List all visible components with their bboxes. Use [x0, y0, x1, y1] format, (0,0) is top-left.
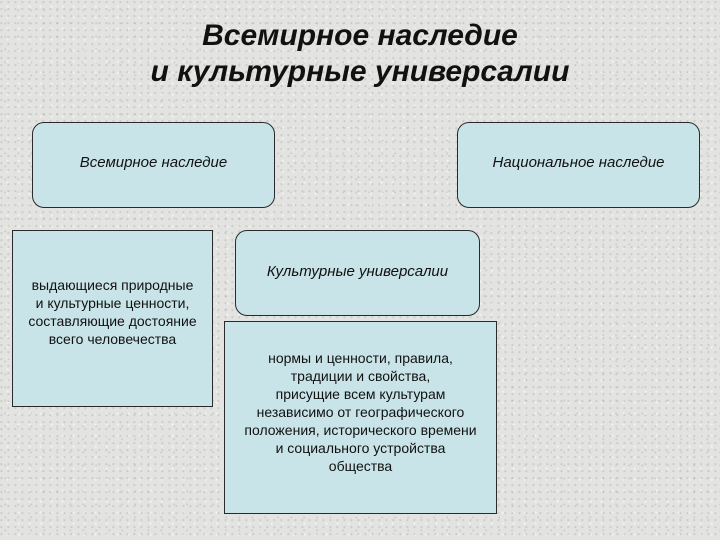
cultural-universals-description-box: [224, 321, 497, 514]
world-heritage-label: Всемирное наследие: [79, 153, 228, 171]
world-heritage-description: выдающиеся природные и культурные ценности, составляющие достояние всего человечества: [28, 276, 197, 347]
national-heritage-box: [457, 122, 700, 208]
world-heritage-box: [32, 122, 275, 208]
cultural-universals-label: Культурные универсалии: [266, 262, 449, 280]
page-title-line-1: Всемирное наследие: [202, 19, 518, 52]
page-title: [0, 18, 720, 90]
cultural-universals-description: нормы и ценности, правила, традиции и свойства, присущие всем культурам независимо от географического положения, исторического времени и социального устройства общества: [244, 349, 477, 474]
cultural-universals-box: [235, 230, 480, 316]
page-title-line-2: и культурные универсалии: [150, 55, 570, 88]
national-heritage-label: Национальное наследие: [492, 153, 665, 171]
world-heritage-description-box: [12, 230, 213, 407]
